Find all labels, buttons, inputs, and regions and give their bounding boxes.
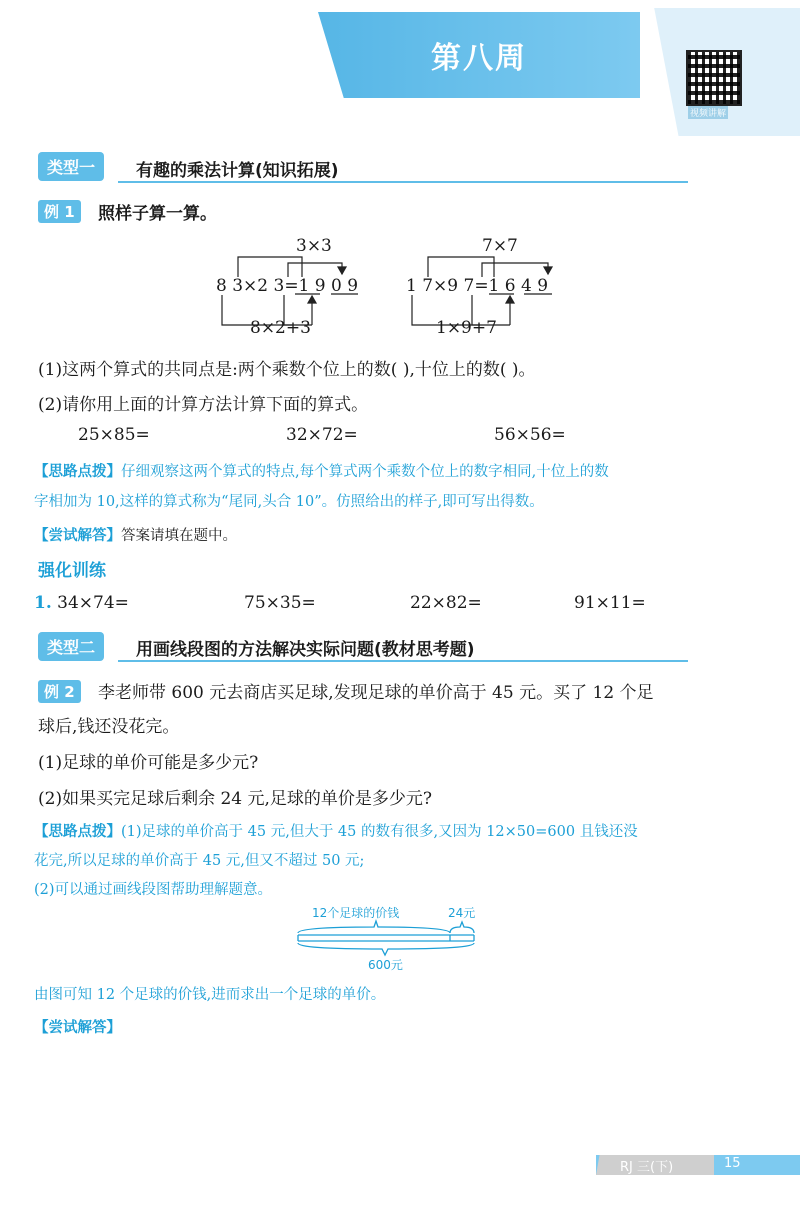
qr-code-icon[interactable] (686, 50, 742, 106)
hint-text-2: 字相加为 10,这样的算式称为“尾同,头合 10”。仿照给出的样子,即可写出得数。 (34, 494, 544, 510)
hint-tag-2: 【思路点拨】 (34, 823, 121, 840)
hint2-text-3: (2)可以通过画线段图帮助理解题意。 (34, 882, 273, 898)
qr-caption: 视频讲解 (688, 106, 728, 119)
page-number: 15 (724, 1156, 741, 1171)
try-text: 答案请填在题中。 (121, 528, 237, 544)
example1-badge: 例 1 (38, 200, 81, 223)
diagram-label-total: 600元 (368, 958, 403, 972)
try-tag-2: 【尝试解答】 (34, 1019, 121, 1036)
example2-badge: 例 2 (38, 680, 81, 703)
example2-text-2: 球后,钱还没花完。 (38, 717, 180, 737)
type1-underline (118, 181, 688, 183)
practice-item: 91×11= (574, 593, 646, 613)
page-title: 第八周 (431, 41, 527, 76)
example1-instruction: 照样子算一算。 (98, 204, 217, 224)
try-tag: 【尝试解答】 (34, 527, 121, 544)
exercise-2: 32×72= (286, 425, 358, 445)
diagram-a-bottom: 8×2+3 (250, 318, 311, 338)
diagram-b-expr: 1 7×9 7=1 6 4 9 (406, 276, 549, 296)
diagram-b-bottom: 1×9+7 (436, 318, 497, 338)
type2-title: 用画线段图的方法解决实际问题(教材思考题) (136, 640, 475, 660)
diagram-label-remaining: 24元 (448, 906, 476, 920)
example1-question-1: (1)这两个算式的共同点是:两个乘数个位上的数( ),十位上的数( )。 (38, 360, 536, 380)
exercise-1: 25×85= (78, 425, 150, 445)
footer-edition: RJ 三(下) (620, 1160, 674, 1175)
type1-badge: 类型一 (38, 152, 104, 181)
hint2-text-2: 花完,所以足球的单价高于 45 元,但又不超过 50 元; (34, 853, 365, 869)
hint2-text-1: (1)足球的单价高于 45 元,但大于 45 的数有很多,又因为 12×50=600 且钱还没 (121, 824, 638, 840)
example2-text-1: 李老师带 600 元去商店买足球,发现足球的单价高于 45 元。买了 12 个足 (98, 683, 654, 703)
diagram-a-expr: 8 3×2 3=1 9 0 9 (216, 276, 359, 296)
exercise-3: 56×56= (494, 425, 566, 445)
hint-text: 仔细观察这两个算式的特点,每个算式两个乘数个位上的数字相同,十位上的数 (121, 464, 609, 480)
practice-number: 1. (34, 593, 52, 613)
example1-question-2: (2)请你用上面的计算方法计算下面的算式。 (38, 395, 369, 415)
type2-underline (118, 660, 688, 662)
hint2-text-4: 由图可知 12 个足球的价钱,进而求出一个足球的单价。 (34, 987, 386, 1003)
type2-badge: 类型二 (38, 632, 104, 661)
practice-item: 75×35= (244, 593, 316, 613)
diagram-label-cost: 12个足球的价钱 (312, 906, 400, 920)
example2-question-1: (1)足球的单价可能是多少元? (38, 753, 259, 773)
diagram-b-top: 7×7 (482, 236, 518, 256)
practice-item: 22×82= (410, 593, 482, 613)
type1-title: 有趣的乘法计算(知识拓展) (136, 161, 339, 181)
hint-tag: 【思路点拨】 (34, 463, 121, 480)
practice-title: 强化训练 (38, 561, 106, 581)
diagram-a-top: 3×3 (296, 236, 332, 256)
example2-question-2: (2)如果买完足球后剩余 24 元,足球的单价是多少元? (38, 789, 433, 809)
practice-item: 34×74= (57, 593, 129, 613)
